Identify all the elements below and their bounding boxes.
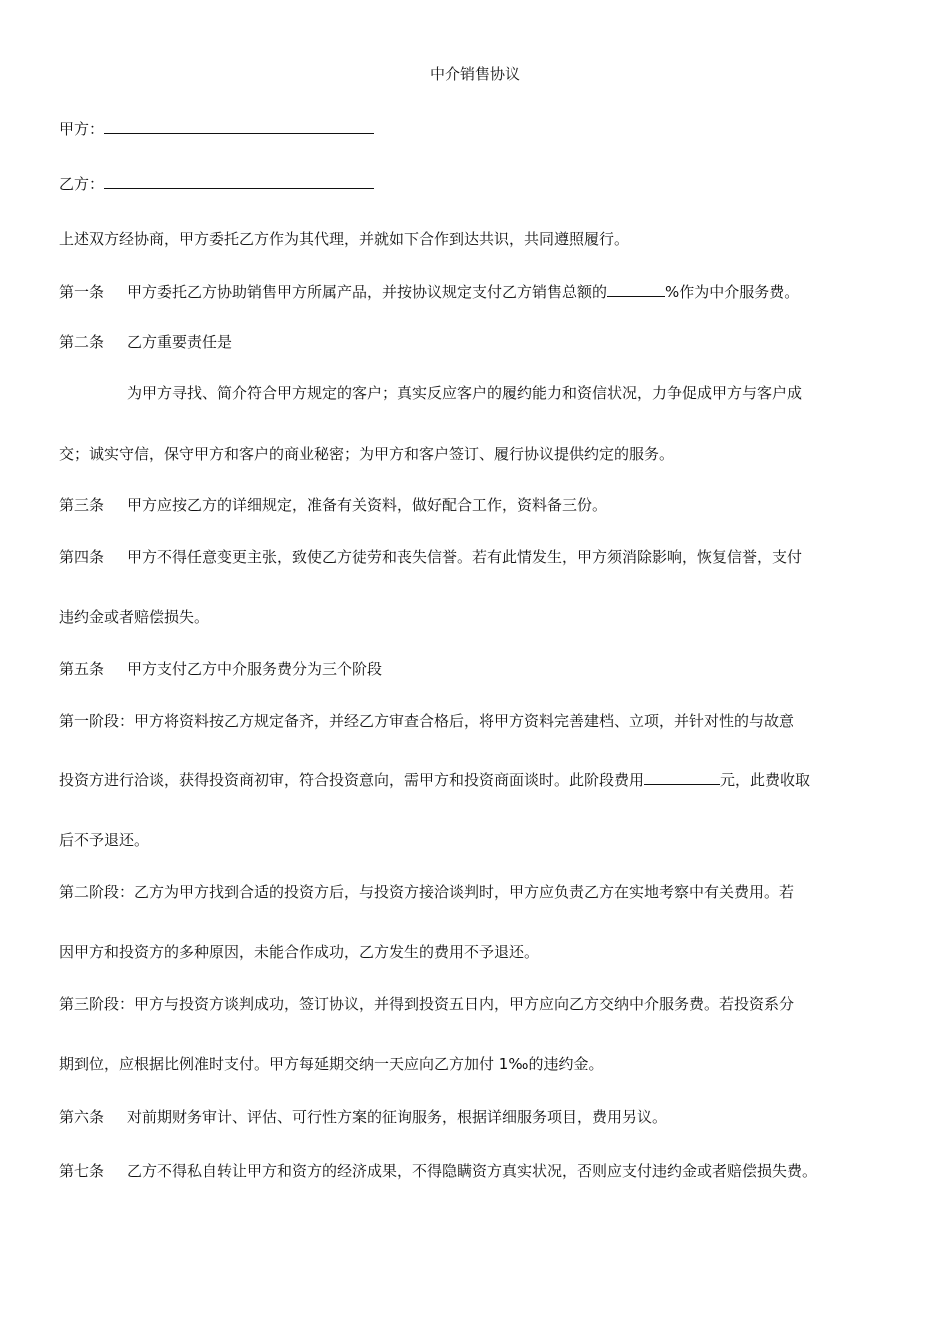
party-b-label: 乙方： — [59, 175, 105, 193]
article-2-body-line-2: 交；诚实守信，保守甲方和客户的商业秘密；为甲方和客户签订、履行协议提供约定的服务。 — [59, 445, 675, 463]
article-7 — [59, 1161, 817, 1181]
stage-1-line-1: 第一阶段：甲方将资料按乙方规定备齐，并经乙方审查合格后，将甲方资料完善建档、立项，并针对性的与故意 — [59, 712, 795, 730]
article-2-text: 乙方重要责任是 — [127, 333, 233, 351]
article-3 — [59, 495, 607, 515]
article-7-number: 第七条 — [59, 1162, 105, 1180]
article-1-text-a: 甲方委托乙方协助销售甲方所属产品，并按协议规定支付乙方销售总额的 — [127, 283, 608, 301]
article-1-percent-blank[interactable] — [607, 282, 665, 297]
article-2 — [59, 332, 232, 352]
party-a-blank[interactable] — [104, 119, 374, 134]
article-5-text: 甲方支付乙方中介服务费分为三个阶段 — [127, 660, 383, 678]
article-2-number: 第二条 — [59, 333, 105, 351]
document-title: 中介销售协议 — [429, 65, 520, 83]
article-3-text: 甲方应按乙方的详细规定，准备有关资料，做好配合工作，资料备三份。 — [127, 496, 608, 514]
article-1 — [59, 282, 799, 302]
party-b-blank[interactable] — [104, 174, 374, 189]
article-5 — [59, 659, 382, 679]
party-a-label: 甲方： — [59, 120, 105, 138]
stage-3-line-1: 第三阶段：甲方与投资方谈判成功，签订协议，并得到投资五日内，甲方应向乙方交纳中介服务费。若投资系分 — [59, 995, 795, 1013]
stage-1-line-2 — [59, 770, 810, 790]
article-2-body-line-1: 为甲方寻找、简介符合甲方规定的客户；真实反应客户的履约能力和资信状况，力争促成甲方与客户成 — [127, 384, 803, 402]
article-1-number: 第一条 — [59, 283, 105, 301]
article-4 — [59, 547, 802, 567]
article-6 — [59, 1107, 667, 1127]
stage-1-line-3: 后不予退还。 — [59, 831, 150, 849]
intro-paragraph: 上述双方经协商，甲方委托乙方作为其代理，并就如下合作到达共识，共同遵照履行。 — [59, 230, 630, 248]
article-4-text-line-2: 违约金或者赔偿损失。 — [59, 608, 210, 626]
article-1-text-b: %作为中介服务费。 — [665, 283, 800, 301]
article-6-number: 第六条 — [59, 1108, 105, 1126]
party-a-line — [59, 119, 374, 139]
stage-3-rate: 1‰ — [498, 1055, 529, 1073]
stage-1-text-b: 元，此费收取 — [720, 771, 811, 789]
party-b-line — [59, 174, 374, 194]
article-5-number: 第五条 — [59, 660, 105, 678]
stage-1-text-a: 投资方进行洽谈，获得投资商初审，符合投资意向，需甲方和投资商面谈时。此阶段费用 — [59, 771, 645, 789]
stage-3-line-2 — [59, 1054, 603, 1074]
stage-1-fee-blank[interactable] — [644, 770, 720, 785]
article-6-text: 对前期财务审计、评估、可行性方案的征询服务，根据详细服务项目，费用另议。 — [127, 1108, 668, 1126]
stage-2-line-1: 第二阶段：乙方为甲方找到合适的投资方后，与投资方接洽谈判时，甲方应负责乙方在实地考察中有关费用。若 — [59, 883, 795, 901]
article-4-text-line-1: 甲方不得任意变更主张，致使乙方徒劳和丧失信誉。若有此情发生，甲方须消除影响，恢复信誉，支付 — [127, 548, 803, 566]
stage-2-line-2: 因甲方和投资方的多种原因，未能合作成功，乙方发生的费用不予退还。 — [59, 943, 540, 961]
stage-3-text-a: 期到位，应根据比例准时支付。甲方每延期交纳一天应向乙方加付 — [59, 1055, 499, 1073]
article-7-text: 乙方不得私自转让甲方和资方的经济成果，不得隐瞒资方真实状况，否则应支付违约金或者赔偿损失费。 — [127, 1162, 818, 1180]
article-4-number: 第四条 — [59, 548, 105, 566]
article-3-number: 第三条 — [59, 496, 105, 514]
stage-3-text-b: 的违约金。 — [528, 1055, 604, 1073]
